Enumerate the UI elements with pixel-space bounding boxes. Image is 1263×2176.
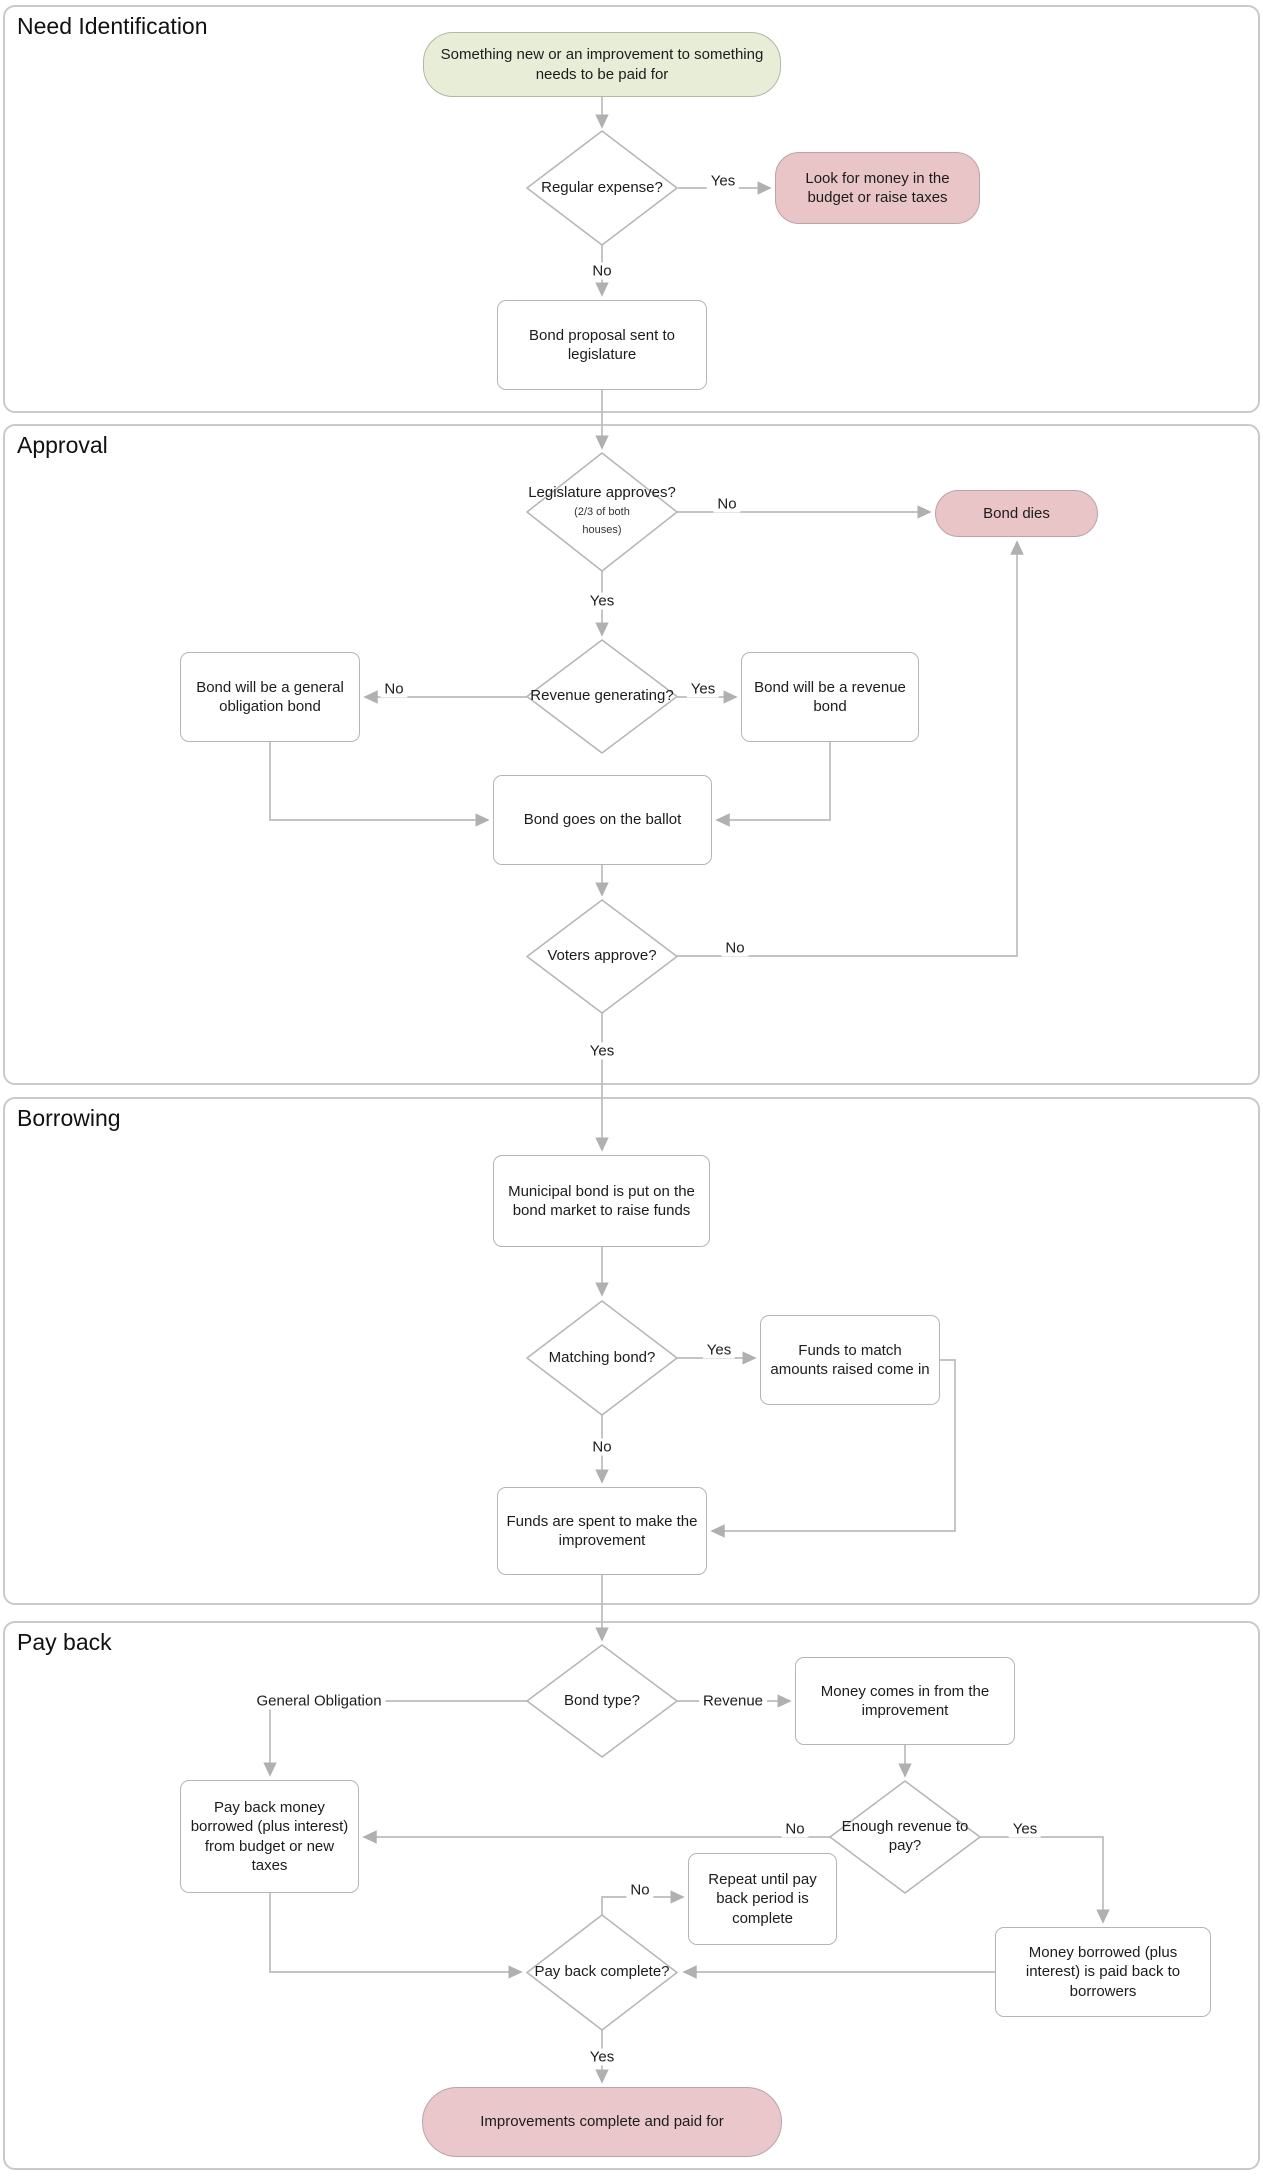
node-funds-spent bbox=[497, 1487, 707, 1575]
node-funds-spent-label: Funds are spent to make the improvement bbox=[506, 1512, 698, 1549]
edge-enough-revenue-yes bbox=[980, 1837, 1103, 1922]
edge-bond-type-general-obligation-label: General Obligation bbox=[252, 1693, 385, 1710]
node-bond-proposal-label: Bond proposal sent to legislature bbox=[529, 326, 675, 363]
node-voters-approve-decision-shape bbox=[527, 900, 677, 1013]
node-revenue-bond-label: Bond will be a revenue bond bbox=[754, 678, 906, 715]
section-borrowing-title: Borrowing bbox=[17, 1105, 121, 1131]
node-general-obligation-bond-label: Bond will be a general obligation bond bbox=[196, 678, 344, 715]
node-revenue-generating-decision-label: Revenue generating? bbox=[530, 687, 674, 705]
edge-regular-expense-no-label: No bbox=[588, 263, 615, 280]
node-legislature-approves-decision-sublabel: (2/3 of both houses) bbox=[574, 505, 630, 537]
node-start-need bbox=[423, 32, 781, 97]
edge-regular-expense-yes-label: Yes bbox=[707, 173, 739, 190]
edge-budget-to-complete bbox=[270, 1893, 521, 1972]
edge-matching-no-label: No bbox=[588, 1439, 615, 1456]
node-pay-back-from-budget-label: Pay back money borrowed (plus interest) from budget or new taxes bbox=[190, 1799, 349, 1874]
edge-pay-back-complete-yes-label: Yes bbox=[586, 2049, 618, 2066]
node-matching-bond-decision-label: Matching bond? bbox=[548, 1348, 656, 1366]
edge-pay-back-complete-no-label: No bbox=[626, 1882, 653, 1899]
node-revenue-generating-decision-shape bbox=[527, 640, 677, 753]
edge-revenue-generating-no-label: No bbox=[380, 681, 407, 698]
section-approval-title: Approval bbox=[17, 432, 108, 458]
edge-legislature-yes-label: Yes bbox=[586, 593, 618, 610]
node-funds-to-match-label: Funds to match amounts raised come in bbox=[770, 1341, 930, 1378]
node-look-for-money-label: Look for money in the budget or raise taxes bbox=[805, 169, 950, 206]
node-bond-dies bbox=[935, 490, 1098, 537]
node-municipal-bond-market bbox=[493, 1155, 710, 1247]
section-need-identification-title: Need Identification bbox=[17, 13, 208, 39]
edge-bond-type-revenue-label: Revenue bbox=[699, 1693, 767, 1710]
edge-enough-revenue-no-label: No bbox=[781, 1821, 808, 1838]
node-repeat-until-complete-label: Repeat until pay back period is complete bbox=[708, 1871, 817, 1927]
node-voters-approve-decision-label: Voters approve? bbox=[547, 947, 657, 965]
node-repeat-until-complete bbox=[688, 1853, 837, 1945]
edge-voters-no bbox=[677, 542, 1017, 956]
node-bond-on-ballot bbox=[493, 775, 712, 865]
edge-matching-yes-label: Yes bbox=[703, 1342, 735, 1359]
node-money-paid-back bbox=[995, 1927, 1211, 2017]
node-funds-to-match bbox=[760, 1315, 940, 1405]
node-regular-expense-decision-shape bbox=[527, 131, 677, 245]
node-look-for-money bbox=[775, 152, 980, 224]
node-enough-revenue-decision-label: Enough revenue to pay? bbox=[841, 1818, 969, 1854]
node-improvements-complete-label: Improvements complete and paid for bbox=[480, 2113, 724, 2131]
node-bond-dies-label: Bond dies bbox=[983, 504, 1050, 522]
node-matching-bond-decision-shape bbox=[527, 1301, 677, 1415]
edge-voters-yes-label: Yes bbox=[586, 1043, 618, 1060]
node-bond-type-decision-shape bbox=[527, 1645, 677, 1757]
edge-bond-type-general-obligation bbox=[270, 1701, 527, 1775]
node-revenue-bond bbox=[741, 652, 919, 742]
edge-general-obligation-to-ballot bbox=[270, 742, 488, 820]
edge-voters-no-label: No bbox=[721, 940, 748, 957]
node-money-paid-back-label: Money borrowed (plus interest) is paid back to borrowers bbox=[1025, 1944, 1181, 2000]
section-pay-back-title: Pay back bbox=[17, 1629, 112, 1655]
node-bond-type-decision-label: Bond type? bbox=[564, 1691, 640, 1709]
node-general-obligation-bond bbox=[180, 652, 360, 742]
node-pay-back-from-budget bbox=[180, 1780, 359, 1893]
node-improvements-complete bbox=[422, 2087, 782, 2157]
node-money-comes-in-label: Money comes in from the improvement bbox=[820, 1682, 990, 1719]
node-bond-proposal bbox=[497, 300, 707, 390]
edge-legislature-no-label: No bbox=[713, 496, 740, 513]
node-enough-revenue-decision-shape bbox=[830, 1781, 980, 1893]
node-legislature-approves-decision-shape bbox=[527, 453, 677, 571]
node-pay-back-complete-decision-shape bbox=[527, 1915, 677, 2030]
node-legislature-approves-decision-label: Legislature approves? bbox=[528, 483, 676, 501]
node-pay-back-complete-decision-label: Pay back complete? bbox=[534, 1963, 670, 1981]
node-regular-expense-decision-label: Regular expense? bbox=[541, 178, 663, 196]
edge-revenue-generating-yes-label: Yes bbox=[687, 681, 719, 698]
node-start-need-label: Something new or an improvement to something needs to be paid for bbox=[440, 46, 764, 83]
edge-enough-revenue-yes-label: Yes bbox=[1009, 1821, 1041, 1838]
edge-revenue-bond-to-ballot bbox=[717, 742, 830, 820]
node-municipal-bond-market-label: Municipal bond is put on the bond market to raise funds bbox=[508, 1182, 695, 1219]
node-bond-on-ballot-label: Bond goes on the ballot bbox=[523, 811, 682, 829]
node-money-comes-in bbox=[795, 1657, 1015, 1745]
edge-pay-back-complete-no bbox=[602, 1897, 683, 1915]
